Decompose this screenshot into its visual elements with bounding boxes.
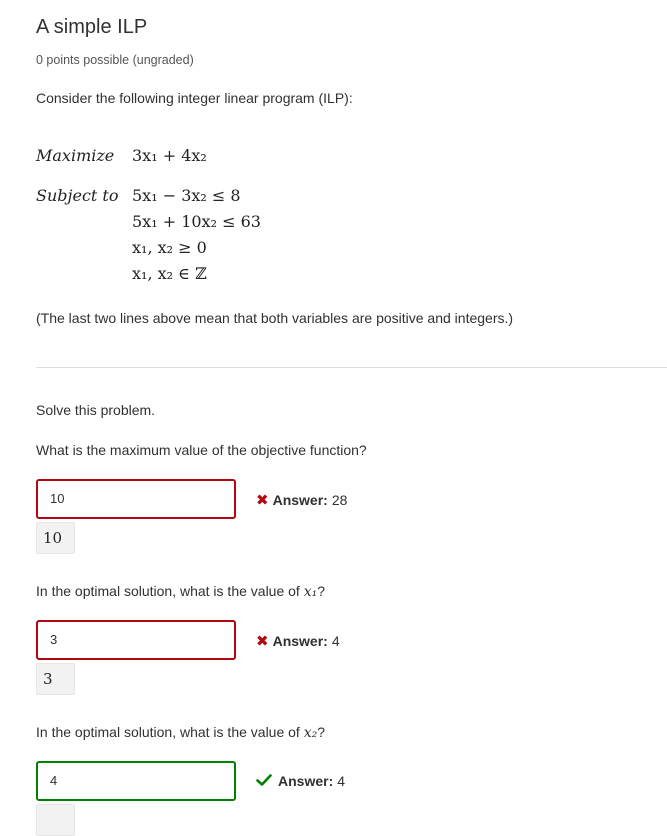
question-3-variable: x₂ [303,725,318,741]
objective-expression: 3x₁ + 4x₂ [132,146,207,165]
problem-intro: Consider the following integer linear program (ILP): [36,90,353,106]
question-3-input[interactable]: 4 [36,761,236,801]
answer-value: 4 [337,773,346,789]
constraint-4: x₁, x₂ ∈ ℤ [132,264,207,283]
question-2-feedback [256,632,340,650]
constraint-3: x₁, x₂ ≥ 0 [132,238,207,257]
problem-title: A simple ILP [36,16,148,38]
constraint-1: 5x₁ − 3x₂ ≤ 8 [132,186,241,205]
points-info: 0 points possible (ungraded) [36,53,194,67]
correct-icon [256,773,272,789]
question-1-preview: 10 [36,522,75,554]
question-2-variable: x₁ [303,584,318,600]
question-3-feedback [256,773,345,789]
incorrect-icon: ✖ [256,492,269,509]
answer-value: 28 [331,492,348,508]
question-2-prompt: In the optimal solution, what is the value of x₁? [36,583,326,600]
answer-label: Answer: [272,633,328,649]
constraint-2: 5x₁ + 10x₂ ≤ 63 [132,212,261,231]
incorrect-icon: ✖ [256,633,269,650]
question-1-feedback [256,491,347,509]
question-1-input[interactable]: 10 [36,479,236,519]
answer-value: 4 [331,633,340,649]
question-1-prompt: What is the maximum value of the objective function? [36,442,367,458]
question-3-prompt: In the optimal solution, what is the value of x₂? [36,724,326,741]
section-divider [36,367,667,368]
objective-label: Maximize [36,146,115,165]
question-3-preview [36,804,75,836]
problem-note: (The last two lines above mean that both variables are positive and integers.) [36,310,514,326]
task-instruction: Solve this problem. [36,402,156,418]
answer-label: Answer: [272,492,328,508]
subject-to-label: Subject to [36,186,119,205]
answer-label: Answer: [278,773,334,789]
question-2-preview: 3 [36,663,75,695]
question-2-input[interactable]: 3 [36,620,236,660]
